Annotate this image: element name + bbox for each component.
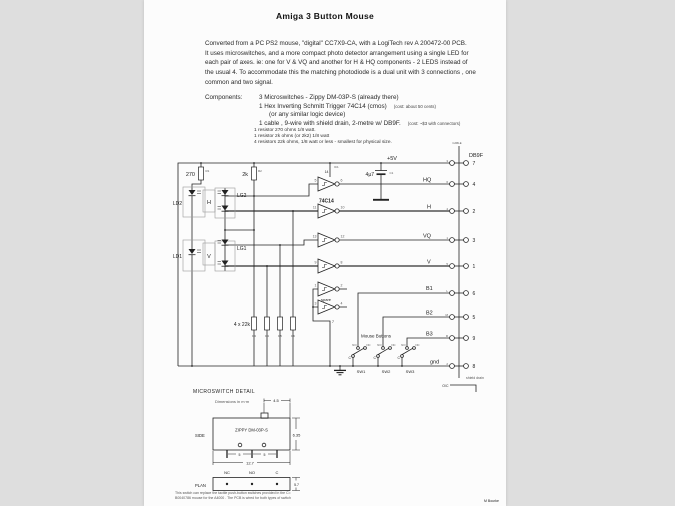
svg-text:B3: B3 bbox=[426, 331, 433, 338]
svg-text:10: 10 bbox=[340, 205, 345, 210]
svg-text:2: 2 bbox=[340, 283, 343, 288]
svg-text:1: 1 bbox=[314, 283, 317, 288]
svg-text:3: 3 bbox=[472, 238, 476, 244]
component-item: (or any similar logic device) bbox=[269, 111, 346, 119]
component-item-small: 1 resistor 2k ohms (or 2k2) 1/8 watt bbox=[254, 133, 330, 139]
svg-text:NC: NC bbox=[366, 343, 371, 347]
capacitor-c1 bbox=[373, 163, 389, 200]
components-heading: Components: bbox=[205, 94, 243, 101]
sw1-label: SW1 bbox=[356, 369, 366, 374]
r1-ref-label: R1 bbox=[205, 169, 210, 173]
svg-text:NC: NC bbox=[391, 343, 396, 347]
svg-text:VQ: VQ bbox=[423, 233, 431, 240]
ld1-label: LD1 bbox=[172, 254, 182, 260]
open-circuit-label: O/C bbox=[442, 384, 449, 388]
lg2-label: LG2 bbox=[237, 193, 247, 199]
pin-no-label: NO bbox=[249, 470, 255, 475]
switch-button bbox=[261, 413, 268, 418]
component-item-small: 4 resistors 22k ohms, 1/8 watt or less - smallest for physical size. bbox=[254, 139, 392, 145]
svg-text:2: 2 bbox=[446, 362, 448, 366]
svg-text:4: 4 bbox=[340, 301, 343, 306]
svg-text:9: 9 bbox=[472, 336, 476, 342]
svg-text:C: C bbox=[373, 356, 376, 360]
svg-text:R: R bbox=[445, 334, 448, 338]
plan-view-label: PLAN bbox=[195, 483, 206, 488]
component-item: 1 cable , 9-wire with shield drain, 2-metre w/ DB9F. (cost: ~$3 with connectors) bbox=[259, 119, 461, 127]
svg-text:B1: B1 bbox=[426, 286, 433, 292]
svg-text:9: 9 bbox=[314, 260, 317, 265]
cost-note: (cost: ~$3 with connectors) bbox=[407, 120, 461, 126]
dim-top-label: 4.5 bbox=[273, 398, 279, 403]
intro-line: It uses microswitches, and a more compact photo detector arrangement using a single LED for bbox=[205, 49, 469, 57]
spare-label: spare bbox=[321, 297, 332, 302]
microswitch-detail-drawing bbox=[193, 389, 301, 491]
svg-text:12: 12 bbox=[340, 234, 345, 239]
cost-note: (cost: about 50 cents) bbox=[393, 103, 436, 109]
sw3-label: SW3 bbox=[405, 369, 415, 374]
axis-v-label: V bbox=[207, 254, 211, 260]
svg-text:C: C bbox=[348, 356, 351, 360]
footnote-line: B0040786 mouse for the A4000 . The PCB is wired for both types of switch bbox=[175, 496, 291, 500]
svg-text:HQ: HQ bbox=[423, 177, 432, 184]
svg-text:6: 6 bbox=[446, 180, 448, 184]
r6-ref-label: R6 bbox=[291, 334, 295, 338]
svg-text:H: H bbox=[427, 204, 431, 211]
page-title: Amiga 3 Button Mouse bbox=[275, 11, 375, 21]
pin-c-label: C bbox=[275, 470, 279, 475]
svg-text:5: 5 bbox=[472, 315, 476, 321]
svg-text:1: 1 bbox=[472, 264, 476, 270]
cap-value-label: 4µ7 bbox=[365, 172, 374, 178]
svg-text:4: 4 bbox=[472, 182, 476, 188]
dim-plan-label: 5.7 bbox=[294, 482, 299, 487]
ground-symbol bbox=[334, 366, 346, 375]
r3-ref-label: R3 bbox=[252, 334, 256, 338]
svg-text:NO: NO bbox=[377, 343, 382, 347]
r2-ref-label: R2 bbox=[258, 169, 262, 173]
svg-text:5: 5 bbox=[314, 178, 317, 183]
component-item: 1 Hex Inverting Schmitt Trigger 74C14 (cmos) (cost: about 50 cents) bbox=[259, 102, 436, 110]
signal-row-labels bbox=[387, 156, 439, 366]
intro-line: the usual 4. To accommodate this the matching photodiode is a dual unit with 3 connections , one bbox=[205, 69, 476, 77]
dim-pin-spacing: 5 bbox=[238, 453, 241, 457]
db9f-pin-numbers bbox=[473, 161, 476, 370]
pin14-label: 14 bbox=[324, 170, 329, 174]
svg-text:NO: NO bbox=[352, 343, 357, 347]
svg-text:13: 13 bbox=[312, 234, 317, 239]
component-item: 3 Microswitches - Zippy DM-03P-S (already there) bbox=[259, 94, 399, 101]
photodiode-symbols bbox=[218, 190, 229, 266]
scanned-document-page bbox=[144, 0, 506, 506]
sw2-label: SW2 bbox=[381, 369, 391, 374]
svg-text:6: 6 bbox=[340, 178, 343, 183]
dim-pin-spacing: 5 bbox=[263, 453, 266, 457]
svg-text:4: 4 bbox=[446, 207, 448, 211]
svg-text:L: L bbox=[446, 289, 448, 293]
ic-name-label: 74C14 bbox=[319, 198, 334, 205]
r5-ref-label: R5 bbox=[278, 334, 282, 338]
lg1-label: LG1 bbox=[237, 246, 247, 252]
shield-drain-label: shield drain bbox=[466, 376, 484, 380]
dim-height-label: 6.35 bbox=[292, 432, 301, 438]
dim-width-label: 12.7 bbox=[246, 460, 254, 466]
component-item-small: 1 resistor 270 ohms 1/8 watt. bbox=[254, 128, 316, 133]
r1-value-label: 270 bbox=[185, 172, 195, 178]
axis-h-label: H bbox=[207, 200, 211, 206]
svg-text:3: 3 bbox=[314, 301, 317, 306]
svg-text:6: 6 bbox=[472, 291, 476, 297]
footnote-line: This switch can replace the tactile push-button switches provided in the C= bbox=[175, 491, 291, 495]
r-array-label: 4 x 22k bbox=[233, 322, 250, 328]
svg-text:2: 2 bbox=[472, 209, 476, 215]
svg-text:V: V bbox=[427, 259, 431, 266]
db9f-label: DB9F bbox=[469, 153, 484, 159]
part-number-label: ZIPPY DM-03P-S bbox=[235, 427, 268, 433]
svg-text:1: 1 bbox=[446, 236, 448, 240]
author-credit: M Bourke bbox=[484, 499, 499, 503]
cap-ref-label: C1 bbox=[389, 171, 394, 175]
mouse-buttons-label: Mouse Buttons bbox=[361, 333, 392, 339]
pin7-label: 7 bbox=[332, 320, 334, 324]
led-symbols bbox=[189, 190, 202, 255]
svg-text:+5V: +5V bbox=[387, 156, 397, 162]
svg-text:5: 5 bbox=[446, 262, 448, 266]
svg-text:gnd: gnd bbox=[430, 359, 440, 366]
svg-text:8: 8 bbox=[340, 260, 343, 265]
svg-text:7: 7 bbox=[472, 161, 476, 167]
svg-text:NO: NO bbox=[401, 343, 406, 347]
svg-text:11: 11 bbox=[312, 205, 317, 210]
svg-text:3: 3 bbox=[446, 159, 448, 163]
pin-nc-label: NC bbox=[224, 470, 230, 475]
circuit-schematic-drawing bbox=[144, 0, 506, 506]
svg-text:M: M bbox=[445, 313, 448, 317]
ic-ref-label: IC1 bbox=[334, 165, 339, 169]
svg-text:C: C bbox=[397, 356, 400, 360]
svg-text:B2: B2 bbox=[426, 310, 433, 317]
svg-text:NC: NC bbox=[415, 343, 420, 347]
svg-text:8: 8 bbox=[472, 364, 476, 370]
intro-line: each pair of axes. ie: one for V & VQ and another for H & HQ components - 2 LEDS instead of bbox=[205, 59, 468, 67]
intro-line: Converted from a PC PS2 mouse, "digital" CC7X9-CA, with a LogiTech rev A 200472-00 PCB. bbox=[205, 40, 467, 47]
intro-line: common and two signal. bbox=[205, 78, 273, 86]
ld2-label: LD2 bbox=[172, 201, 182, 207]
detail-dims-note: Dimensions in m·m bbox=[215, 399, 250, 404]
side-view-body bbox=[213, 418, 290, 450]
r2-value-label: 2k bbox=[242, 172, 248, 178]
detail-title: MICROSWITCH DETAIL bbox=[193, 389, 256, 395]
r4-ref-label: R4 bbox=[265, 334, 269, 338]
cable-label: CABLE bbox=[452, 141, 462, 145]
side-view-label: SIDE bbox=[195, 433, 205, 438]
cable-wire-ids bbox=[446, 159, 449, 366]
resistor-symbols bbox=[199, 167, 296, 330]
